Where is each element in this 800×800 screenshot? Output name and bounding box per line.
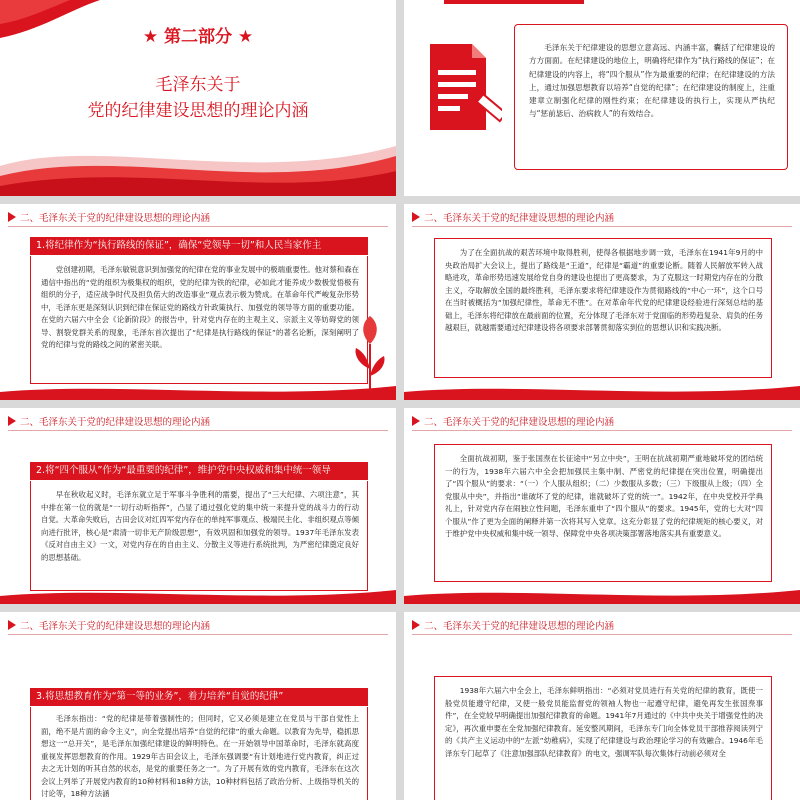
triangle-icon xyxy=(412,212,420,222)
triangle-icon xyxy=(8,620,16,630)
red-wave-decoration xyxy=(0,126,396,196)
point-3-continued-text-box xyxy=(434,676,772,800)
triangle-icon xyxy=(8,416,16,426)
point-1-continued-text: 为了在全面抗战的艰苦环境中取得胜利，使得各根据地步调一致，毛泽东在1941年9月的中央政治局扩大会议上，提出了路线是“王道”，纪律是“霸道”的重要论断。随着人民解放军转入战略进攻，革命形势迅速发展给党自身的建设也提出了更高要求，为了克服这一时期党内存在的分散主义，夺取解放全国的最终胜利，毛泽东要求将纪律建设作为贯彻路线的“中心一环”，这个口号在当时被概括为“加强纪律性，革命无不胜”。在对革命年代党的纪律建设经验进行深刻总结的基础上，毛泽东将纪律放在最前面的位置，充分体现了毛泽东对于党面临的形势趋复杂、肩负的任务越艰巨，就越需要通过纪律建设将各项要求部署贯彻落实到位的思想认识和实践决断。 xyxy=(445,248,763,332)
header-divider xyxy=(412,226,792,227)
point-1-heading: 1.将纪律作为“执行路线的保证”，确保“党领导一切”和人民当家作主 xyxy=(30,237,368,255)
document-pen-icon xyxy=(422,40,502,140)
triangle-icon xyxy=(412,416,420,426)
red-wave-decoration xyxy=(404,382,800,400)
point-3-text-box xyxy=(30,707,368,800)
header-divider xyxy=(8,430,388,431)
triangle-icon xyxy=(412,620,420,630)
section-header: 二、毛泽东关于党的纪律建设思想的理论内涵 xyxy=(412,414,614,428)
point-2-continued-text: 全面抗战初期，鉴于张国焘在长征途中“另立中央”，王明在抗战初期严重地破坏党的团结统一的行为，1938年六届六中全会把加强民主集中制、严密党的纪律提在突出位置，明确提出了“四个服从”的要求：“（一）个人服从组织；（二）少数服从多数；（三）下级服从上级；（四）全党服从中央”，并指出“谁破坏了党的纪律，谁就破坏了党的统一”。1942年，在中央党校开学典礼上，针对党内存在闹独立性问题，毛泽东重申了“四个服从”的要求。1945年，党的七大对“四个服从”作了更为全面的阐释并第一次将其写入党章。这充分彰显了党的纪律规矩的核心要义，对于维护党中央权威和集中统一领导、保障党中央各项决策部署落地落实具有重要意义。 xyxy=(445,454,763,538)
point-1-continued-text-box xyxy=(434,238,772,378)
point-3-continued-text: 1938年六届六中全会上，毛泽东鲜明指出：“必须对党员进行有关党的纪律的教育，既使一般党员能遵守纪律，又使一般党员能监督党的领袖人物也一起遵守纪律，避免再发生张国焘事件”，在全党较早明确提出加强纪律教育的命题。1941年7月通过的《中共中央关于增强党性的决定》，再次重申要在全党加强纪律教育。延安整风期间，毛泽东专门向全体党员干部推荐阅读列宁的《共产主义运动中的“左派”幼稚病》，实现了纪律建设与政治理论学习的有效融合。1946年毛泽东专门起草了《注意加强部队纪律教育》的电文，强调军队每次集体行动前必须对全 xyxy=(445,686,763,758)
slide-summary xyxy=(404,0,800,196)
section-header: 二、毛泽东关于党的纪律建设思想的理论内涵 xyxy=(8,210,210,224)
red-wave-decoration xyxy=(404,586,800,604)
point-3-heading: 3.将思想教育作为“第一等的业务”，着力培养“自觉的纪律” xyxy=(30,688,368,706)
section-header: 二、毛泽东关于党的纪律建设思想的理论内涵 xyxy=(8,414,210,428)
point-1-text-box xyxy=(30,256,368,384)
point-3-text: 毛泽东指出：“党的纪律是带着强制性的；但同时，它又必须是建立在党员与干部自觉性上面，绝不是片面的命令主义”，向全党提出培养“自觉的纪律”的重大命题。以教育为先导，稳抓思想这一“总开关”，是毛泽东加强纪律建设的鲜明特色。在一开始领导中国革命时，毛泽东就高度重视发挥思想教育的作用。1929年古田会议上，毛泽东强调要“有计划地进行党内教育，纠正过去之无计划的听其自然的状态，是党的重要任务之一”。为了开展有效的党内教育，毛泽东在这次会议上列举了开展党内教育的10种材料和18种方法，10种材料包括了政治分析、上级指导机关的讨论等，18种方法涵 xyxy=(41,714,359,798)
slide-point-2-continued xyxy=(404,408,800,604)
point-2-continued-text-box xyxy=(434,444,772,582)
slide-point-3-continued xyxy=(404,612,800,800)
header-divider xyxy=(8,634,388,635)
red-wave-decoration xyxy=(0,382,396,400)
triangle-icon xyxy=(8,212,16,222)
slide-point-2 xyxy=(0,408,396,604)
title-line-2: 党的纪律建设思想的理论内涵 xyxy=(87,101,309,121)
title-line-1: 毛泽东关于 xyxy=(155,75,241,95)
point-2-text: 早在秋收起义时，毛泽东就立足于军事斗争胜利的需要，提出了“三大纪律、六项注意”，其中排在第一位的就是“一切行动听指挥”，凸显了通过强化党的集中统一来提升党的战斗力的行动自觉。大革命失败后，古田会议对红四军党内存在的单纯军事观点、极端民主化、非组织观点等倾向进行批评，核心是“肃清一切非无产阶级思想”，有效巩固和加强党的领导。1937年毛泽东发表《反对自由主义》一文，对党内存在的自由主义、分散主义等进行系统批判，为严密纪律奠定良好的思想基础。 xyxy=(41,490,359,562)
section-header: 二、毛泽东关于党的纪律建设思想的理论内涵 xyxy=(8,618,210,632)
part-label: ★ 第二部分 ★ xyxy=(142,27,254,47)
section-header: 二、毛泽东关于党的纪律建设思想的理论内涵 xyxy=(412,210,614,224)
slide-point-1 xyxy=(0,204,396,400)
point-1-text: 党创建初期，毛泽东敏锐意识到加强党的纪律在党的事业发展中的极端重要性。他对蔡和森在通信中指出的“党的组织为极集权的组织，党的纪律为铁的纪律，必如此才能养成少数极觉悟极有组织的分子，适应战争时代及担负偌大的改造事业”观点表示极为赞成。在革命年代严峻复杂形势中，毛泽东更是深刻认识到纪律在保证党的路线方针政策执行、加强党的领导等方面的重要功能。在党的六届六中全会《论新阶段》的报告中，针对党内存在的主观主义、宗派主义等妨碍党的领导、割裂党群关系的现象，毛泽东首次提出了“纪律是执行路线的保证”的著名论断，深刻阐明了党的纪律与党的路线之间的紧密关联。 xyxy=(41,265,359,349)
header-divider xyxy=(412,634,792,635)
section-header: 二、毛泽东关于党的纪律建设思想的理论内涵 xyxy=(412,618,614,632)
point-2-text-box xyxy=(30,481,368,591)
summary-text: 毛泽东关于纪律建设的思想立意高远、内涵丰富，囊括了纪律建设的方方面面。在纪律建设的地位上，明确将纪律作为“执行路线的保证”；在纪律建设的内容上，将“四个服从”作为最重要的纪律；在纪律建设的方法上，通过加强思想教育以培养“自觉的纪律”；在纪律建设的制度上，注重建章立制强化纪律的刚性约束；在纪律建设的执行上，实现从严执纪与“惩前毖后、治病救人”的有效结合。 xyxy=(529,43,775,119)
top-red-strip xyxy=(444,0,584,4)
slide-point-1-continued xyxy=(404,204,800,400)
header-divider xyxy=(412,430,792,431)
slide-point-3 xyxy=(0,612,396,800)
red-wave-decoration xyxy=(0,586,396,604)
point-2-heading: 2.将“四个服从”作为“最重要的纪律”，维护党中央权威和集中统一领导 xyxy=(30,462,368,480)
slide-part-two-title xyxy=(0,0,396,196)
summary-box xyxy=(514,24,788,170)
header-divider xyxy=(8,226,388,227)
